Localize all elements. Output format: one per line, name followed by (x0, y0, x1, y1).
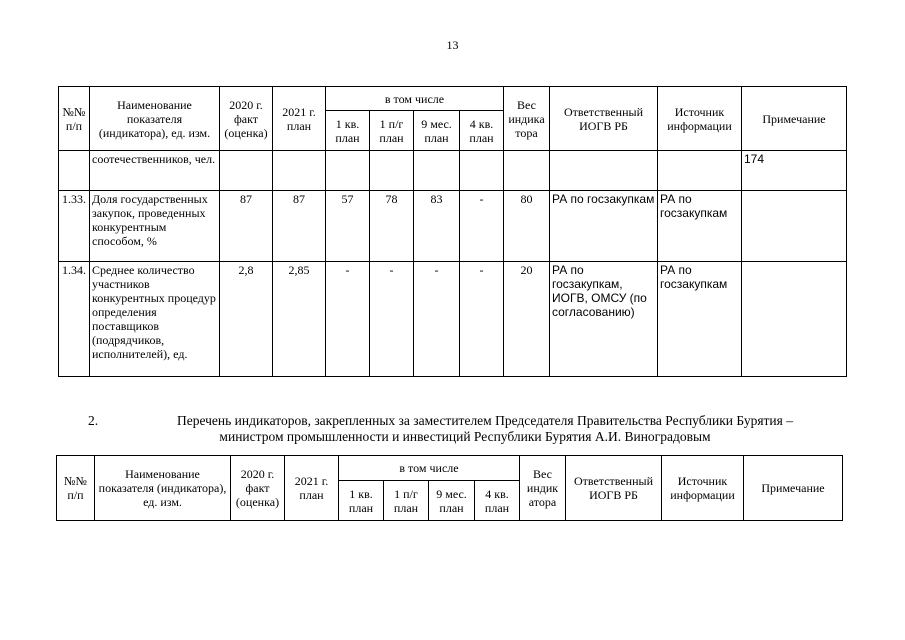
cell-weight: 80 (504, 191, 550, 262)
header-fact-2020: 2020 г. факт (оценка) (220, 87, 273, 151)
header-weight: Вес индик атора (520, 456, 566, 521)
cell-note: 174 (742, 151, 847, 191)
header-plan-2021: 2021 г. план (273, 87, 326, 151)
cell-q4 (460, 151, 504, 191)
indicators-table-section2 (56, 455, 843, 521)
section-title-line1: Перечень индикаторов, закрепленных за заместителем Председателя Правительства Республики Бурятия – (177, 413, 793, 428)
cell-plan-2021: 2,85 (273, 262, 326, 377)
cell-h1: - (370, 262, 414, 377)
cell-9m: 83 (414, 191, 460, 262)
cell-plan-2021 (273, 151, 326, 191)
header-responsible: Ответственный ИОГВ РБ (550, 87, 658, 151)
cell-name: Среднее количество участников конкурентных процедур определения поставщиков (подрядчиков, исполнителей), ед. (90, 262, 220, 377)
header-num: №№ п/п (57, 456, 95, 521)
cell-note (742, 262, 847, 377)
header-source: Источник информации (658, 87, 742, 151)
header-h1: 1 п/г план (370, 111, 414, 151)
cell-q4: - (460, 191, 504, 262)
page-number: 13 (446, 38, 459, 52)
cell-plan-2021: 87 (273, 191, 326, 262)
header-num: №№ п/п (59, 87, 90, 151)
cell-fact-2020: 87 (220, 191, 273, 262)
header-in-total: в том числе (339, 456, 520, 481)
cell-weight (504, 151, 550, 191)
header-fact-2020: 2020 г. факт (оценка) (231, 456, 285, 521)
indicators-table (58, 86, 847, 377)
header-row (59, 87, 847, 111)
cell-fact-2020 (220, 151, 273, 191)
header-source: Источник информации (662, 456, 744, 521)
cell-responsible: РА по госзакупкам (550, 191, 658, 262)
header-weight: Вес индика тора (504, 87, 550, 151)
header-name: Наименование показателя (индикатора), ед. изм. (95, 456, 231, 521)
header-h1: 1 п/г план (384, 481, 429, 521)
cell-h1 (370, 151, 414, 191)
header-9m: 9 мес. план (429, 481, 475, 521)
cell-note (742, 191, 847, 262)
cell-weight: 20 (504, 262, 550, 377)
cell-num: 1.34. (59, 262, 90, 377)
cell-q1: 57 (326, 191, 370, 262)
header-name: Наименование показателя (индикатора), ед. изм. (90, 87, 220, 151)
cell-9m: - (414, 262, 460, 377)
cell-responsible (550, 151, 658, 191)
table-row (59, 151, 847, 191)
cell-name: соотечественников, чел. (90, 151, 220, 191)
section-title-line2: министром промышленности и инвестиций Республики Бурятия А.И. Виноградовым (219, 429, 711, 444)
header-note: Примечание (742, 87, 847, 151)
header-q4: 4 кв. план (460, 111, 504, 151)
table-row (59, 262, 847, 377)
cell-source: РА по госзакупкам (658, 191, 742, 262)
header-q1: 1 кв. план (326, 111, 370, 151)
cell-h1: 78 (370, 191, 414, 262)
cell-q1: - (326, 262, 370, 377)
cell-name: Доля государственных закупок, проведенных конкурентным способом, % (90, 191, 220, 262)
section-number: 2. (88, 413, 99, 428)
cell-source: РА по госзакупкам (658, 262, 742, 377)
cell-source (658, 151, 742, 191)
header-9m: 9 мес. план (414, 111, 460, 151)
cell-num (59, 151, 90, 191)
header-note: Примечание (744, 456, 843, 521)
header-plan-2021: 2021 г. план (285, 456, 339, 521)
cell-responsible: РА по госзакупкам, ИОГВ, ОМСУ (по согласованию) (550, 262, 658, 377)
section-heading (80, 413, 850, 445)
table-row (59, 191, 847, 262)
header-q4: 4 кв. план (475, 481, 520, 521)
cell-q1 (326, 151, 370, 191)
cell-num: 1.33. (59, 191, 90, 262)
cell-9m (414, 151, 460, 191)
cell-q4: - (460, 262, 504, 377)
header-q1: 1 кв. план (339, 481, 384, 521)
header-responsible: Ответственный ИОГВ РБ (566, 456, 662, 521)
header-in-total: в том числе (326, 87, 504, 111)
header-row (57, 456, 843, 481)
cell-fact-2020: 2,8 (220, 262, 273, 377)
